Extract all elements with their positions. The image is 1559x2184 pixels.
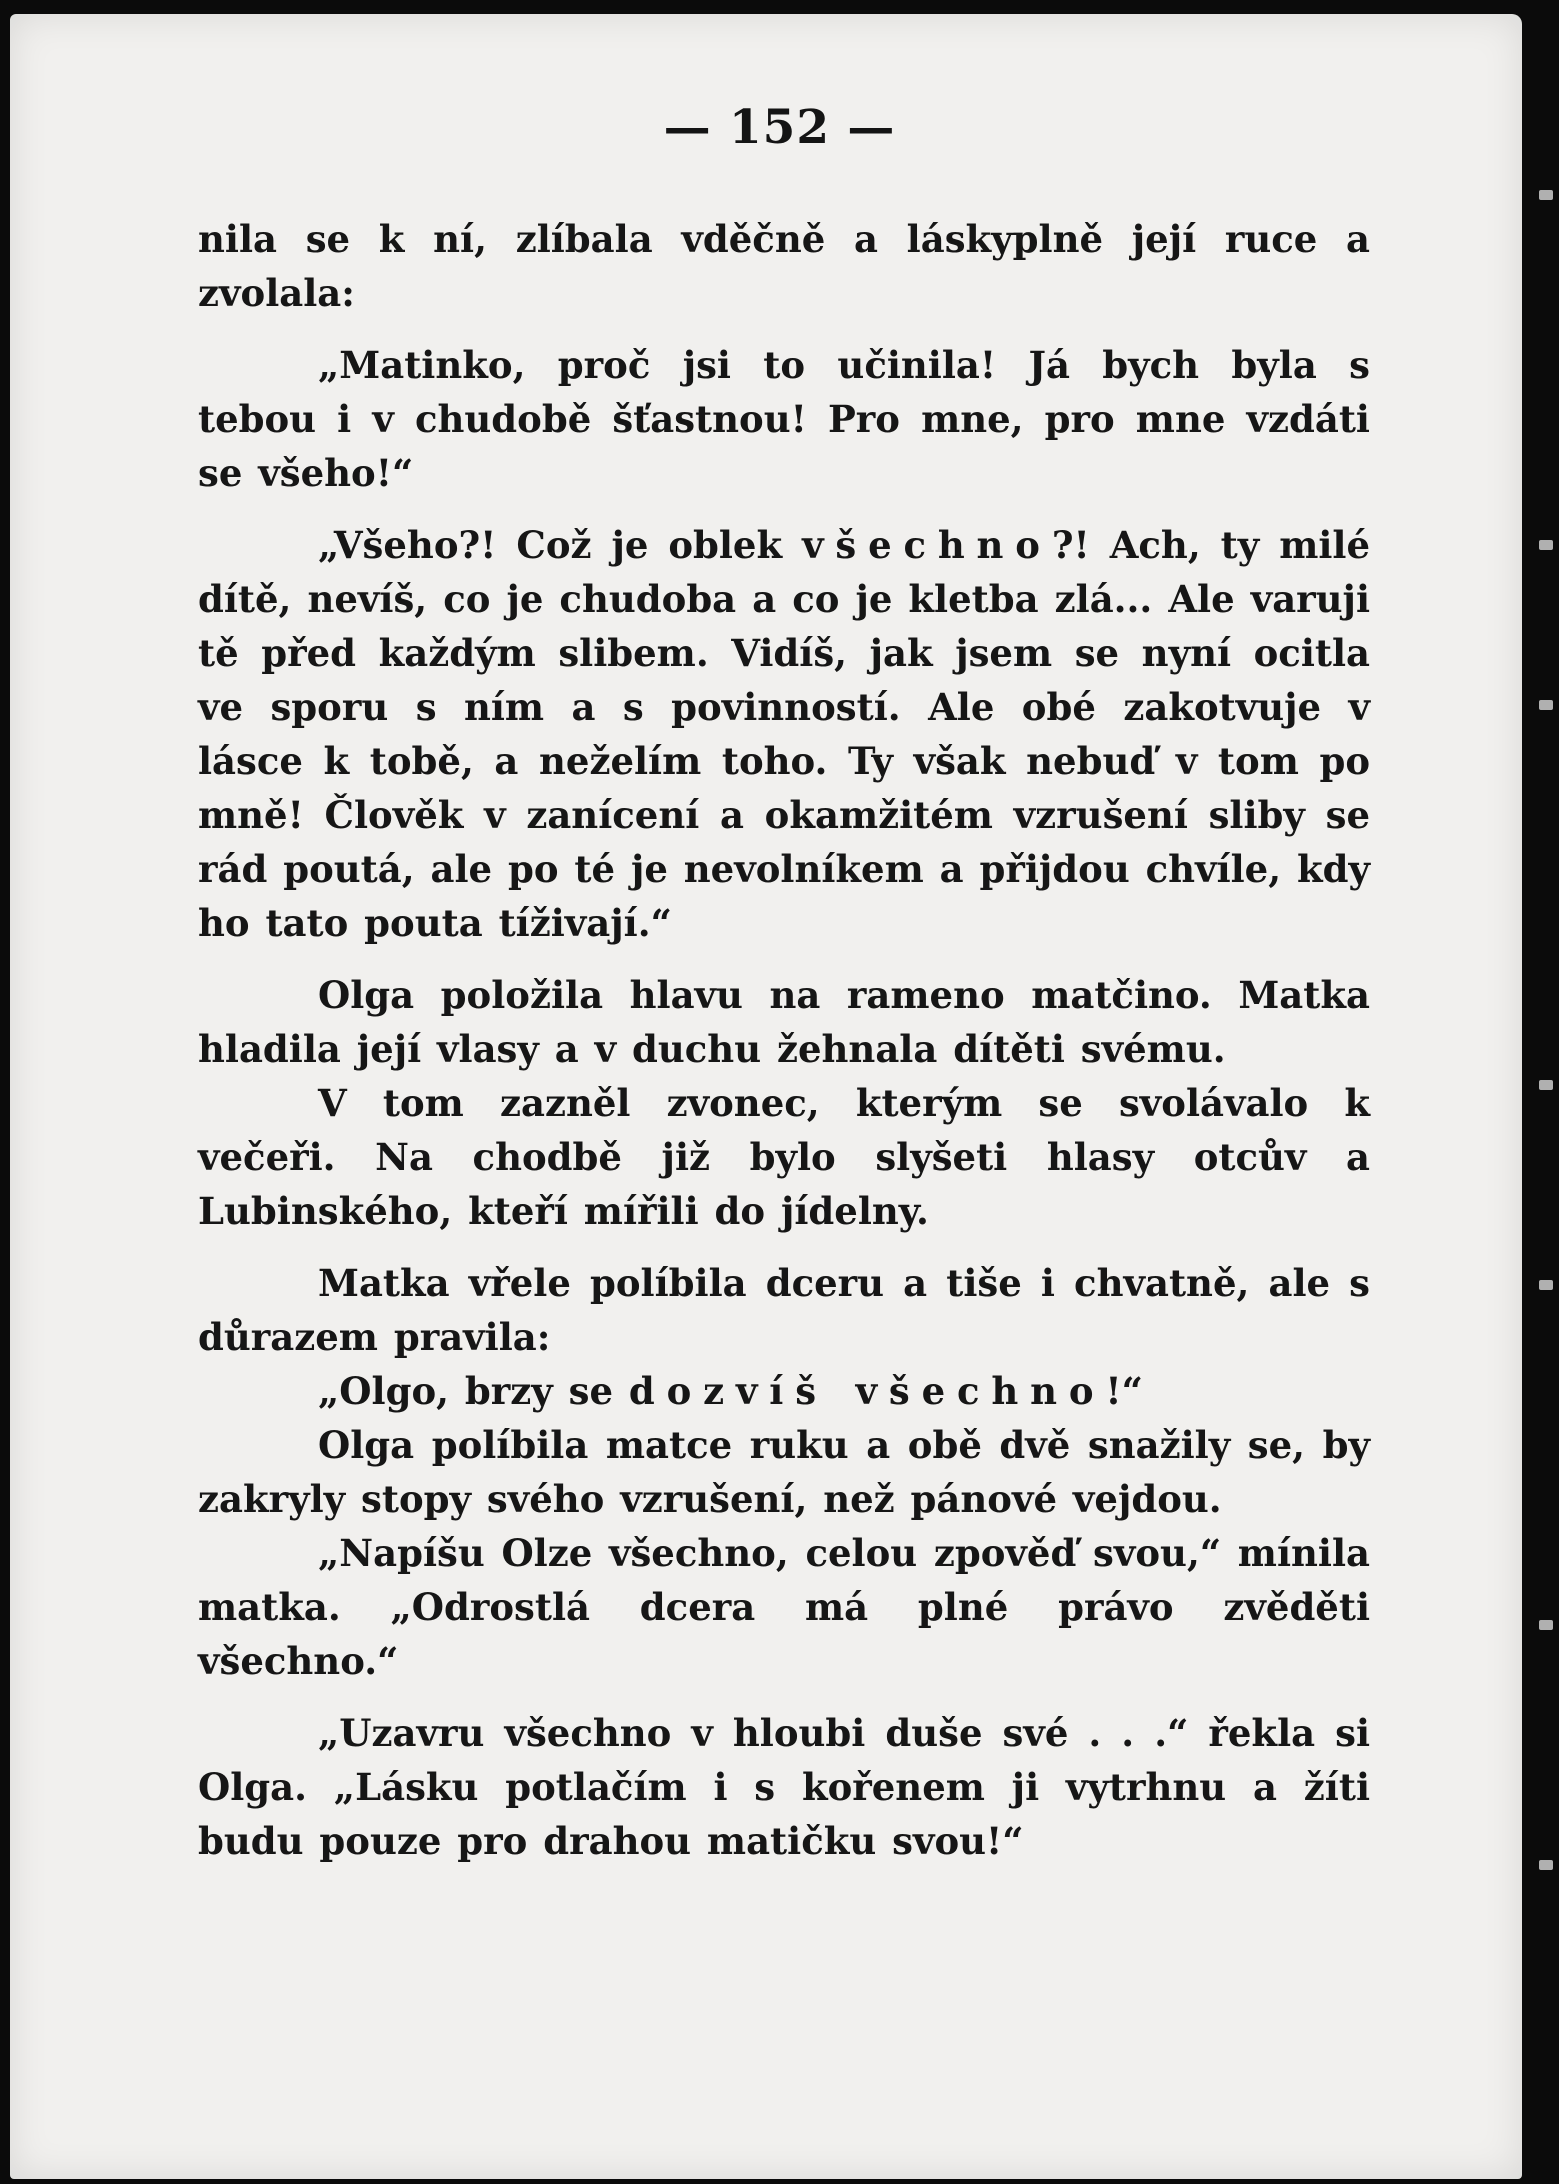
page-number: — 152 — xyxy=(663,100,896,155)
paragraph-6: Matka vřele políbila dceru a tiše i chvatně, ale s důrazem pravila: xyxy=(198,1261,1370,1359)
paragraph-2: „Matinko, proč jsi to učinila! Já bych byla s tebou i v chudobě šťastnou! Pro mne, pro mne vzdáti se všeho!“ xyxy=(198,343,1370,495)
emphasis-vsechno: všechno xyxy=(802,523,1052,567)
page-edge-marks xyxy=(1539,0,1555,2184)
paragraph-7 xyxy=(198,1364,1370,1418)
paragraph-3 xyxy=(198,518,1370,950)
paragraph-1: nila se k ní, zlíbala vděčně a láskyplně její ruce a zvolala: xyxy=(198,217,1370,315)
paragraph-9: „Napíšu Olze všechno, celou zpověď svou,“ mínila matka. „Odrostlá dcera má plné právo zvěděti všechno.“ xyxy=(198,1531,1370,1683)
paragraph-3-start: „Všeho?! Což je oblek xyxy=(318,523,803,567)
emphasis-dozvis-vsechno: dozvíš všechno xyxy=(628,1369,1106,1413)
paragraph-3-rest: ?! Ach, ty milé dítě, nevíš, co je chudoba a co je kletba zlá... Ale varuji tě před každým slibem. Vidíš, jak jsem se nyní ocitla ve sporu s ním a s povinností. Ale obé zakotvuje v lásce k tobě, a neželím toho. Ty však nebuď v tom po mně! Člověk v zanícení a okamžitém vzrušení sliby se rád poutá, ale po té je nevolníkem a přijdou chvíle, kdy ho tato pouta tíživají.“ xyxy=(198,523,1370,945)
paragraph-7-start: „Olgo, brzy se xyxy=(318,1369,629,1413)
paragraph-7-end: !“ xyxy=(1105,1369,1143,1413)
paragraph-5: V tom zazněl zvonec, kterým se svolávalo k večeři. Na chodbě již bylo slyšeti hlasy otcův a Lubinského, kteří mířili do jídelny. xyxy=(198,1081,1370,1233)
paragraph-10: „Uzavru všechno v hloubi duše své . . .“ řekla si Olga. „Lásku potlačím i s kořenem ji vytrhnu a žíti budu pouze pro drahou matičku svou!“ xyxy=(198,1711,1370,1863)
body-text xyxy=(198,212,1370,1868)
paragraph-4: Olga položila hlavu na rameno matčino. Matka hladila její vlasy a v duchu žehnala dítěti svému. xyxy=(198,973,1370,1071)
paragraph-8: Olga políbila matce ruku a obě dvě snažily se, by zakryly stopy svého vzrušení, než pánové vejdou. xyxy=(198,1423,1370,1521)
